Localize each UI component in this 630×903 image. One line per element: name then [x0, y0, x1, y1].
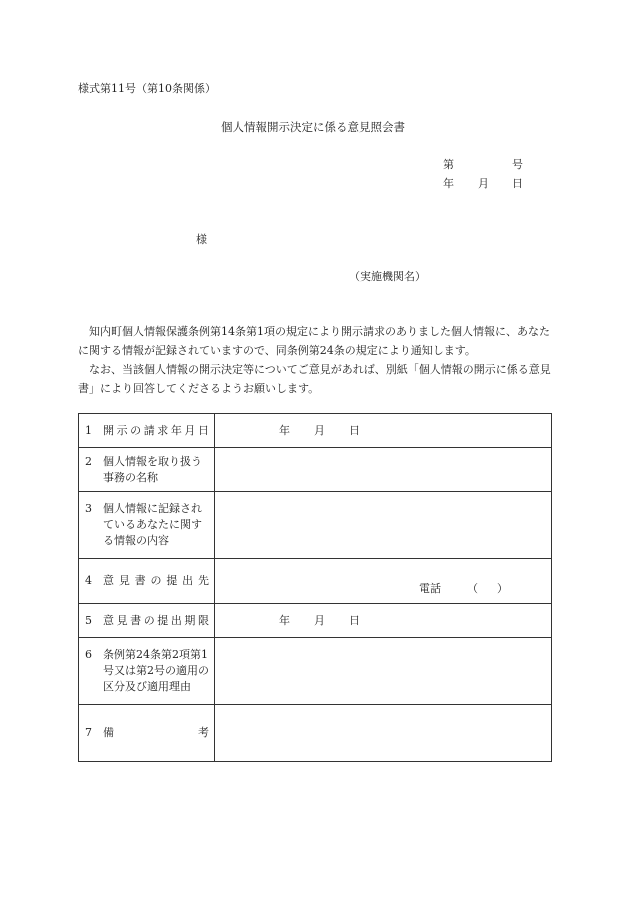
label-text: 個人情報を取り扱う事務の名称: [103, 454, 202, 484]
day-label: 日: [349, 423, 360, 437]
remarks-field[interactable]: [215, 705, 552, 762]
row-number: 5: [85, 613, 92, 627]
label-text: 意 見 書 の 提 出 期 限: [103, 613, 209, 627]
applicable-provision-field[interactable]: [215, 638, 552, 705]
submission-destination-field[interactable]: [215, 559, 552, 604]
notice-body: [78, 322, 558, 398]
information-content-field[interactable]: [215, 492, 552, 559]
table-row: [79, 559, 552, 604]
request-date-parts: [279, 423, 384, 439]
row-number: 1: [85, 423, 92, 437]
addressee-honorific: 様: [196, 233, 207, 246]
issue-date-month-label: 月: [478, 177, 489, 190]
table-row: [79, 492, 552, 559]
reference-number-suffix: 号: [512, 158, 523, 171]
office-name-label: [79, 448, 215, 492]
notice-paragraph-2: なお、当該個人情報の開示決定等についてご意見があれば、別紙「個人情報の開示に係る意見書」により回答してくださるようお願いします。: [78, 363, 551, 395]
information-content-label: [79, 492, 215, 559]
row-number: 2: [85, 454, 92, 468]
phone-close-paren: ）: [497, 582, 508, 595]
row-number: 6: [85, 648, 92, 661]
request-date-label: [79, 414, 215, 448]
row-number: 4: [85, 574, 92, 587]
table-row: [79, 638, 552, 705]
phone-open-paren: （: [467, 582, 478, 595]
submission-destination-label: [79, 559, 215, 604]
month-label: 月: [314, 423, 325, 437]
row-number: 3: [85, 502, 92, 515]
label-text: 備 考: [103, 726, 209, 739]
submission-deadline-field[interactable]: [215, 604, 552, 638]
issue-date-year-label: 年: [443, 177, 454, 190]
deadline-date-parts: [279, 613, 384, 629]
document-title: 個人情報開示決定に係る意見照会書: [221, 120, 405, 134]
applicable-provision-label: [79, 638, 215, 705]
label-text: 条例第24条第2項第1号又は第2号の適用の区分及び適用理由: [103, 648, 209, 693]
notice-paragraph-1: 知内町個人情報保護条例第14条第1項の規定により開示請求のありました個人情報に、あなたに関する情報が記録されていますので、同条例第24条の規定により通知します。: [78, 325, 550, 357]
organization-name: （実施機関名）: [349, 270, 426, 283]
label-text: 個人情報に記録されているあなたに関する情報の内容: [103, 502, 202, 547]
row-number: 7: [85, 726, 92, 739]
day-label: 日: [349, 613, 360, 627]
request-date-field[interactable]: [215, 414, 552, 448]
table-row: [79, 414, 552, 448]
table-row: [79, 448, 552, 492]
table-row: [79, 705, 552, 762]
reference-number-prefix: 第: [443, 158, 454, 171]
label-text: 開 示 の 請 求 年 月 日: [103, 423, 209, 437]
label-text: 意 見 書 の 提 出 先: [103, 574, 209, 587]
inquiry-table: [78, 413, 552, 762]
form-number: 様式第11号（第10条関係）: [78, 82, 216, 95]
remarks-label: [79, 705, 215, 762]
phone-number-field: [419, 581, 508, 597]
issue-date-day-label: 日: [512, 177, 523, 190]
year-label: 年: [279, 423, 290, 437]
phone-label: 電話: [419, 582, 441, 595]
year-label: 年: [279, 613, 290, 627]
submission-deadline-label: [79, 604, 215, 638]
office-name-field[interactable]: [215, 448, 552, 492]
month-label: 月: [314, 613, 325, 627]
table-row: [79, 604, 552, 638]
